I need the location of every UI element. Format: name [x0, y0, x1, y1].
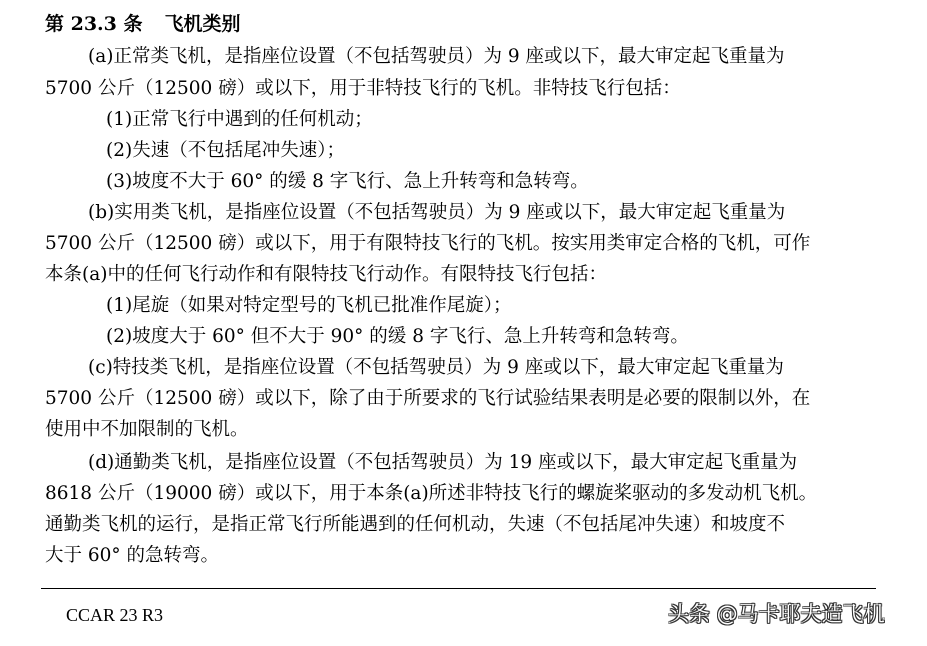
paragraph-b-line-2: 5700 公斤（12500 磅）或以下，用于有限特技飞行的飞机。按实用类审定合格的飞机，可作 — [45, 233, 811, 254]
list-item-b1: (1)尾旋（如果对特定型号的飞机已批准作尾旋）； — [106, 295, 512, 316]
footer-divider — [41, 588, 876, 589]
paragraph-d-line-4: 大于 60° 的急转弯。 — [45, 545, 220, 566]
paragraph-d-line-1: (d)通勤类飞机，是指座位设置（不包括驾驶员）为 19 座或以下，最大审定起飞重量为 — [88, 452, 798, 473]
document-id: CCAR 23 R3 — [66, 605, 164, 625]
list-item-a1: (1)正常飞行中遇到的任何机动； — [106, 109, 373, 130]
section-title: 飞机类别 — [164, 13, 241, 35]
list-item-a3: (3)坡度不大于 60° 的缓 8 字飞行、急上升转弯和急转弯。 — [106, 171, 589, 192]
section-heading — [45, 10, 241, 38]
paragraph-a-line-2: 5700 公斤（12500 磅）或以下，用于非特技飞行的飞机。非特技飞行包括： — [45, 78, 681, 99]
paragraph-d-line-3: 通勤类飞机的运行，是指正常飞行所能遇到的任何机动，失速（不包括尾冲失速）和坡度不 — [45, 514, 786, 535]
paragraph-b-line-1: (b)实用类飞机，是指座位设置（不包括驾驶员）为 9 座或以下，最大审定起飞重量为 — [88, 202, 786, 223]
watermark: 头条 @马卡耶夫造飞机 — [668, 602, 885, 626]
list-item-b2: (2)坡度大于 60° 但不大于 90° 的缓 8 字飞行、急上升转弯和急转弯。 — [106, 326, 689, 347]
paragraph-c-line-2: 5700 公斤（12500 磅）或以下，除了由于所要求的飞行试验结果表明是必要的限制以外，在 — [45, 388, 811, 409]
paragraph-c-line-1: (c)特技类飞机，是指座位设置（不包括驾驶员）为 9 座或以下，最大审定起飞重量为 — [88, 357, 784, 378]
paragraph-c-line-3: 使用中不加限制的飞机。 — [45, 419, 249, 440]
list-item-a2: (2)失速（不包括尾冲失速）； — [106, 140, 345, 161]
paragraph-a-line-1: (a)正常类飞机，是指座位设置（不包括驾驶员）为 9 座或以下，最大审定起飞重量为 — [88, 46, 785, 67]
paragraph-d-line-2: 8618 公斤（19000 磅）或以下，用于本条(a)所述非特技飞行的螺旋桨驱动的多发动机飞机。 — [45, 483, 818, 504]
section-number: 第 23.3 条 — [45, 13, 143, 35]
paragraph-b-line-3: 本条(a)中的任何飞行动作和有限特技飞行动作。有限特技飞行包括： — [45, 264, 607, 285]
